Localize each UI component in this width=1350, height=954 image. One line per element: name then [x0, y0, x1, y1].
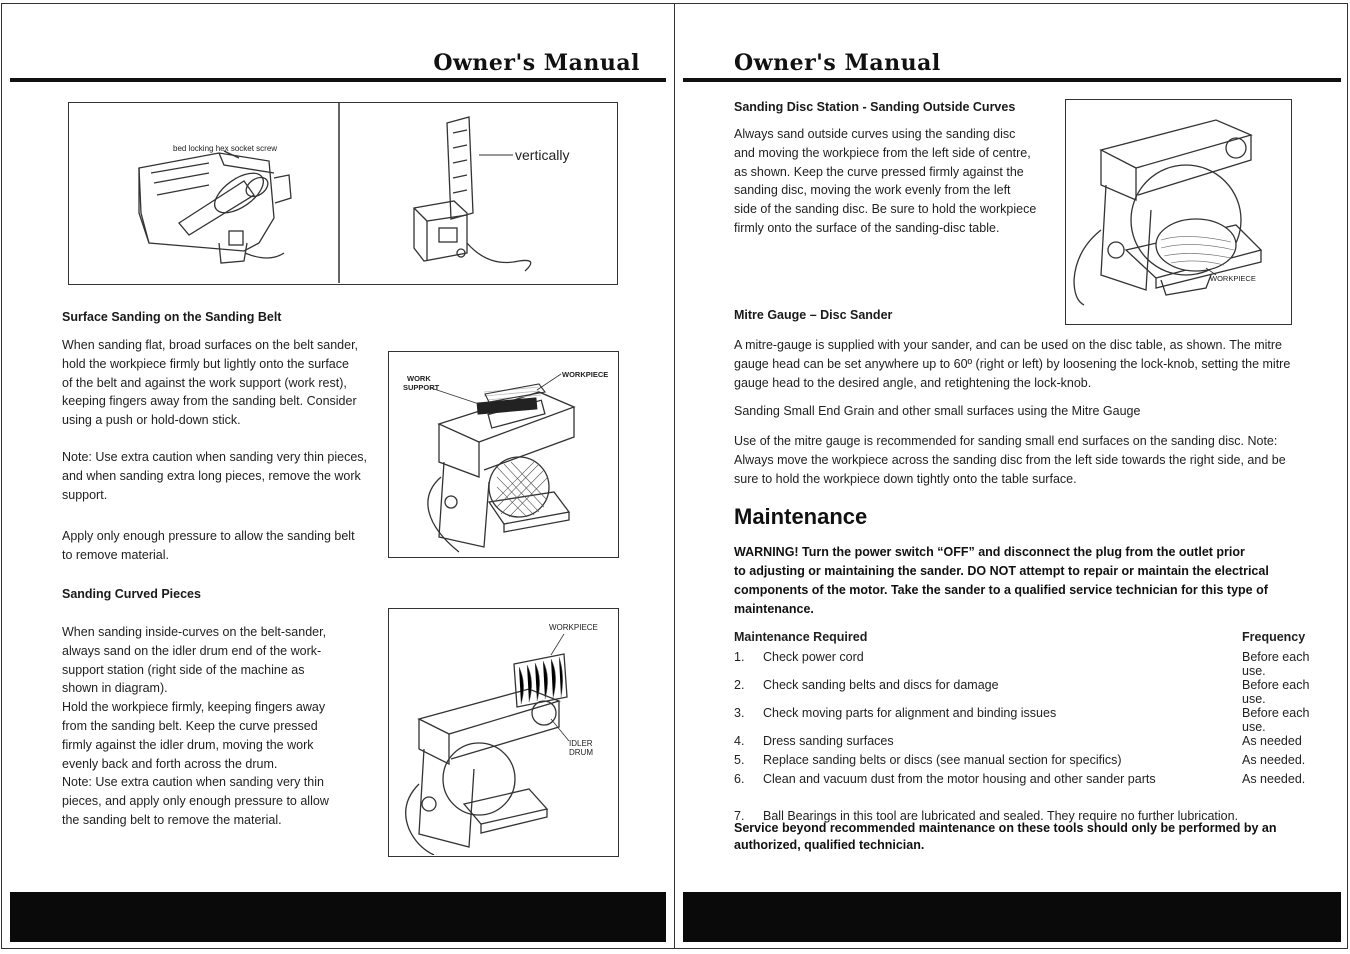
- svg-text:WORKPIECE: WORKPIECE: [562, 370, 609, 379]
- row-frequency: As needed: [1242, 734, 1302, 748]
- row-frequency: Before each use.: [1242, 706, 1310, 734]
- text-line: Always sand outside curves using the sanding disc: [734, 127, 1016, 141]
- text-line: When sanding flat, broad surfaces on the belt sander,: [62, 338, 359, 352]
- text-line: Service beyond recommended maintenance on these tools should only be performed by an: [734, 821, 1277, 835]
- text-line: to adjusting or maintaining the sander. DO NOT attempt to repair or maintain the electrical: [734, 564, 1269, 578]
- bed-locking-figure: [68, 102, 618, 285]
- text-line: A mitre-gauge is supplied with your sander, and can be used on the disc table, as shown. The mitre: [734, 338, 1283, 352]
- row-number: 6.: [734, 771, 745, 786]
- spacer-row: [734, 790, 1334, 809]
- header-rule: [10, 78, 666, 82]
- surface-sanding-apply: [62, 527, 372, 565]
- table-header-row: [734, 630, 1334, 650]
- curved-pieces-text: [62, 623, 362, 830]
- svg-text:WORKPIECE: WORKPIECE: [1210, 274, 1256, 283]
- surface-sanding-text: [62, 336, 372, 430]
- text-line: of the belt and against the work support (work rest),: [62, 375, 347, 390]
- text-line: firmly onto the surface of the sanding-disc table.: [734, 220, 1000, 235]
- row-number: 7.: [734, 809, 745, 824]
- row-frequency: As needed.: [1242, 752, 1306, 767]
- text-line: gauge head to the desired angle, and retightening the lock-knob.: [734, 375, 1092, 390]
- svg-text:vertically: vertically: [515, 147, 570, 163]
- text-line: Use of the mitre gauge is recommended for sanding small end surfaces on the sanding disc. Note:: [734, 434, 1278, 448]
- svg-text:SUPPORT: SUPPORT: [403, 383, 440, 392]
- page-title: Owner's Manual: [433, 50, 640, 76]
- right-page: [674, 3, 1348, 949]
- text-line: support.: [62, 487, 108, 502]
- mitre-use-text: [734, 432, 1334, 488]
- svg-text:WORKPIECE: WORKPIECE: [549, 623, 598, 632]
- row-task: Check power cord: [763, 650, 864, 664]
- table-row: [734, 753, 1334, 772]
- table-row: [734, 772, 1334, 791]
- footer-bar: [10, 892, 666, 942]
- row-number: 4.: [734, 734, 745, 748]
- idler-drum-figure: [388, 608, 619, 857]
- disc-station-text: [734, 125, 1054, 238]
- text-line: When sanding inside-curves on the belt-sander,: [62, 625, 327, 639]
- section-heading: Sanding Disc Station - Sanding Outside Curves: [734, 100, 1016, 114]
- row-task: Ball Bearings in this tool are lubricated and sealed. They require no further lubrication.: [763, 809, 1239, 824]
- text-line: gauge head can be set anywhere up to 60º (right or left) by loosening the lock-knob, setting the mitre: [734, 356, 1291, 371]
- disc-workpiece-figure: [1065, 99, 1292, 325]
- text-line: authorized, qualified technician.: [734, 838, 925, 852]
- text-line: keeping fingers away from the sanding belt. Consider: [62, 394, 357, 409]
- column-header: Frequency: [1242, 630, 1306, 644]
- text-line: sure to hold the workpiece down tightly onto the table surface.: [734, 471, 1077, 486]
- row-task: Check moving parts for alignment and binding issues: [763, 706, 1057, 720]
- row-task: Replace sanding belts or discs (see manual section for specifics): [763, 752, 1122, 767]
- text-line: Hold the workpiece firmly, keeping fingers away: [62, 700, 326, 715]
- row-task: Dress sanding surfaces: [763, 734, 894, 748]
- maintenance-table: [734, 630, 1334, 828]
- text-line: components of the motor. Take the sander to a qualified service technician for this type of: [734, 583, 1268, 597]
- svg-text:bed locking hex socket screw: bed locking hex socket screw: [173, 144, 278, 153]
- text-line: as shown. Keep the curve pressed firmly against the: [734, 164, 1024, 179]
- text-line: evenly back and forth across the drum.: [62, 756, 278, 771]
- footer-bar: [683, 892, 1341, 942]
- text-line: hold the workpiece firmly but lightly onto the surface: [62, 356, 349, 371]
- text-line: and moving the workpiece from the left side of centre,: [734, 145, 1031, 160]
- section-heading: Mitre Gauge – Disc Sander: [734, 308, 893, 322]
- left-page: [1, 3, 675, 949]
- text-line: always sand on the idler drum end of the work-: [62, 643, 322, 658]
- text-line: using a push or hold-down stick.: [62, 413, 241, 428]
- text-line: Always move the workpiece across the sanding disc from the left side towards the right side, and be: [734, 452, 1286, 467]
- row-frequency: Before each use.: [1242, 650, 1310, 678]
- page-title: Owner's Manual: [734, 50, 941, 76]
- text-line: the sanding belt to remove the material.: [62, 812, 282, 827]
- table-row: [734, 678, 1334, 706]
- text-line: Note: Use extra caution when sanding very thin pieces,: [62, 450, 368, 464]
- section-heading: Surface Sanding on the Sanding Belt: [62, 310, 282, 324]
- row-frequency: As needed.: [1242, 771, 1306, 786]
- row-number: 3.: [734, 706, 745, 720]
- text-line: shown in diagram).: [62, 681, 168, 696]
- text-line: Note: Use extra caution when sanding very thin: [62, 775, 324, 790]
- column-header: Maintenance Required: [734, 630, 868, 644]
- work-support-figure: [388, 351, 619, 558]
- text-line: support station (right side of the machine as: [62, 662, 305, 677]
- row-number: 5.: [734, 752, 745, 767]
- text-line: and when sanding extra long pieces, remove the work: [62, 468, 361, 483]
- row-frequency: Before each use.: [1242, 678, 1310, 706]
- header-rule: [683, 78, 1341, 82]
- text-line: firmly against the idler drum, moving the work: [62, 737, 314, 752]
- section-heading: Sanding Curved Pieces: [62, 587, 201, 601]
- row-number: 1.: [734, 650, 745, 664]
- svg-text:DRUM: DRUM: [569, 748, 593, 757]
- text-line: WARNING! Turn the power switch “OFF” and disconnect the plug from the outlet prior: [734, 545, 1245, 559]
- row-task: Check sanding belts and discs for damage: [763, 678, 999, 692]
- text-line: pieces, and apply only enough pressure to allow: [62, 794, 329, 809]
- row-task: Clean and vacuum dust from the motor housing and other sander parts: [763, 771, 1156, 786]
- surface-sanding-note: [62, 448, 372, 504]
- svg-text:IDLER: IDLER: [569, 739, 593, 748]
- warning-text: [734, 543, 1334, 619]
- text-line: side of the sanding disc. Be sure to hold the workpiece: [734, 202, 1037, 217]
- table-row: [734, 650, 1334, 678]
- service-note: [734, 820, 1334, 854]
- table-row: [734, 706, 1334, 734]
- maintenance-heading: Maintenance: [734, 504, 868, 529]
- row-number: 2.: [734, 678, 745, 692]
- text-line: from the sanding belt. Keep the curve pressed: [62, 718, 318, 733]
- text-line: Apply only enough pressure to allow the sanding belt: [62, 529, 355, 543]
- text-line: maintenance.: [734, 602, 814, 616]
- svg-text:WORK: WORK: [407, 374, 431, 383]
- text-line: sanding disc, moving the work evenly from the left: [734, 183, 1011, 198]
- mitre-gauge-text: [734, 336, 1334, 392]
- small-end-grain-text: Sanding Small End Grain and other small surfaces using the Mitre Gauge: [734, 404, 1141, 418]
- text-line: to remove material.: [62, 547, 169, 562]
- table-row: [734, 734, 1334, 753]
